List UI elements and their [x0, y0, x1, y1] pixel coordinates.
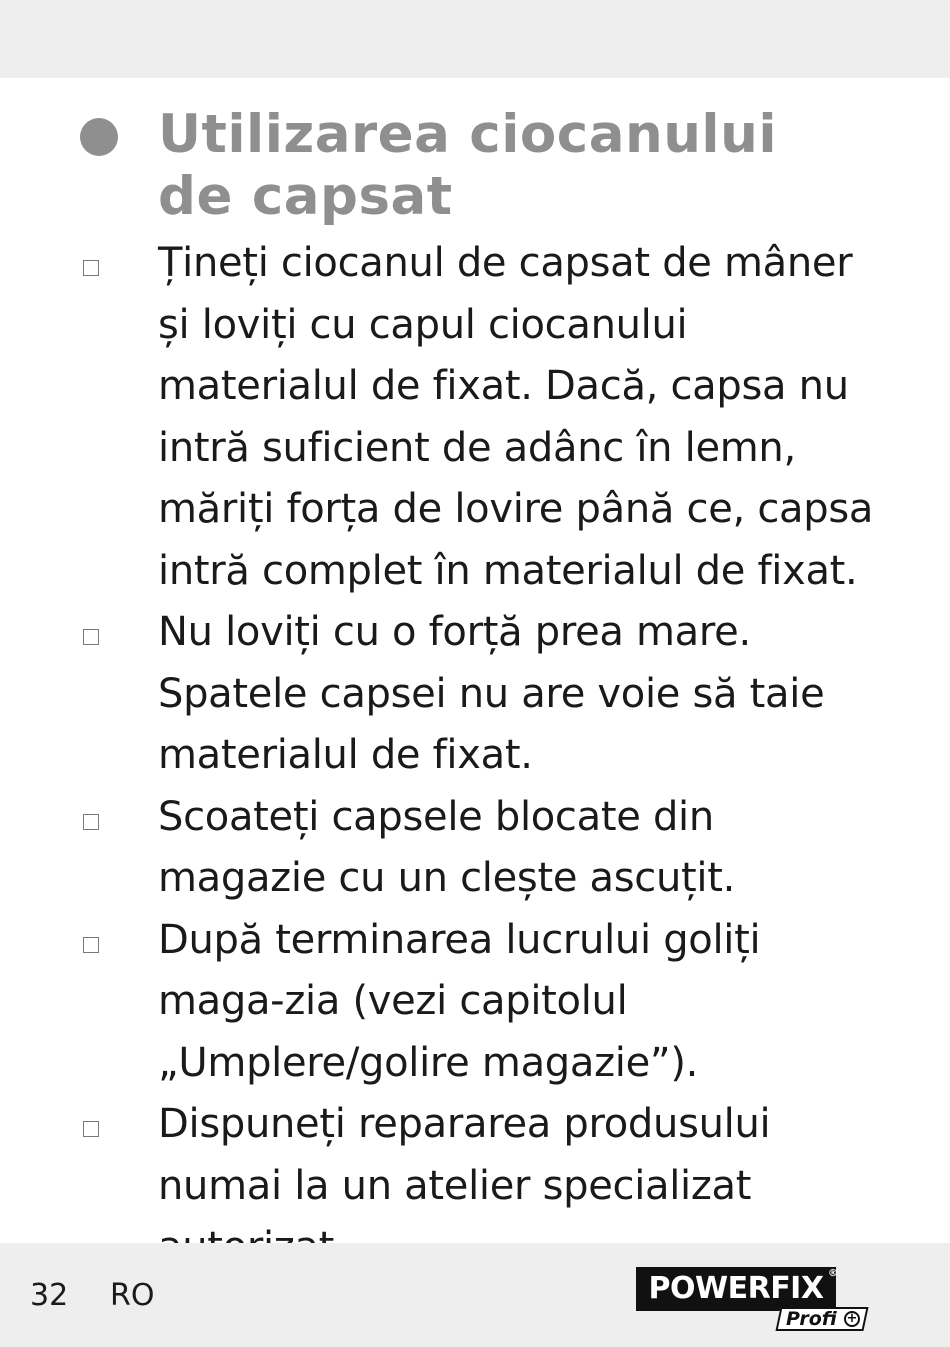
- list-item: [80, 233, 900, 602]
- list-item: [80, 910, 900, 1095]
- logo-plus-icon: +: [844, 1311, 860, 1327]
- checkbox-bullet-icon: [83, 1121, 99, 1137]
- section-heading: [80, 104, 900, 228]
- page-number: 32: [30, 1278, 69, 1313]
- list-item-text: După terminarea lucrului goliți maga-zia (vezi capitolul „Umplere/golire magazie”).: [158, 916, 761, 1086]
- registered-mark: ®: [828, 1268, 838, 1279]
- list-item-text: Scoateți capsele blocate din magazie cu un clește ascuțit.: [158, 793, 736, 901]
- list-item: [80, 787, 900, 910]
- instruction-list: [80, 233, 900, 1279]
- checkbox-bullet-icon: [83, 814, 99, 830]
- logo-brand: POWERFIX: [636, 1267, 836, 1311]
- language-code: RO: [110, 1278, 155, 1313]
- list-item-text: Dispuneți repararea produsului numai la un atelier specializat: [158, 1101, 771, 1209]
- logo-profi: Profi: [786, 1308, 837, 1330]
- list-item: [80, 602, 900, 787]
- page-footer: [0, 1243, 950, 1347]
- list-item-text: Țineți ciocanul de capsat de mâner și loviți cu capul ciocanului materialul de fixat. Dacă, capsa nu intră suficient de adânc în lemn, măriți forța de lovire până ce, capsa intră complet în materialul de fixat.: [158, 240, 874, 594]
- heading-bullet-icon: [80, 118, 118, 156]
- top-band: [0, 0, 950, 78]
- section-title: Utilizarea ciocanului de capsat: [158, 104, 777, 227]
- checkbox-bullet-icon: [83, 937, 99, 953]
- powerfix-logo: [636, 1267, 872, 1333]
- checkbox-bullet-icon: [83, 629, 99, 645]
- list-item-text: Nu loviți cu o forță prea mare. Spatele capsei nu are voie să taie materialul de fixat.: [158, 609, 825, 778]
- checkbox-bullet-icon: [83, 260, 99, 276]
